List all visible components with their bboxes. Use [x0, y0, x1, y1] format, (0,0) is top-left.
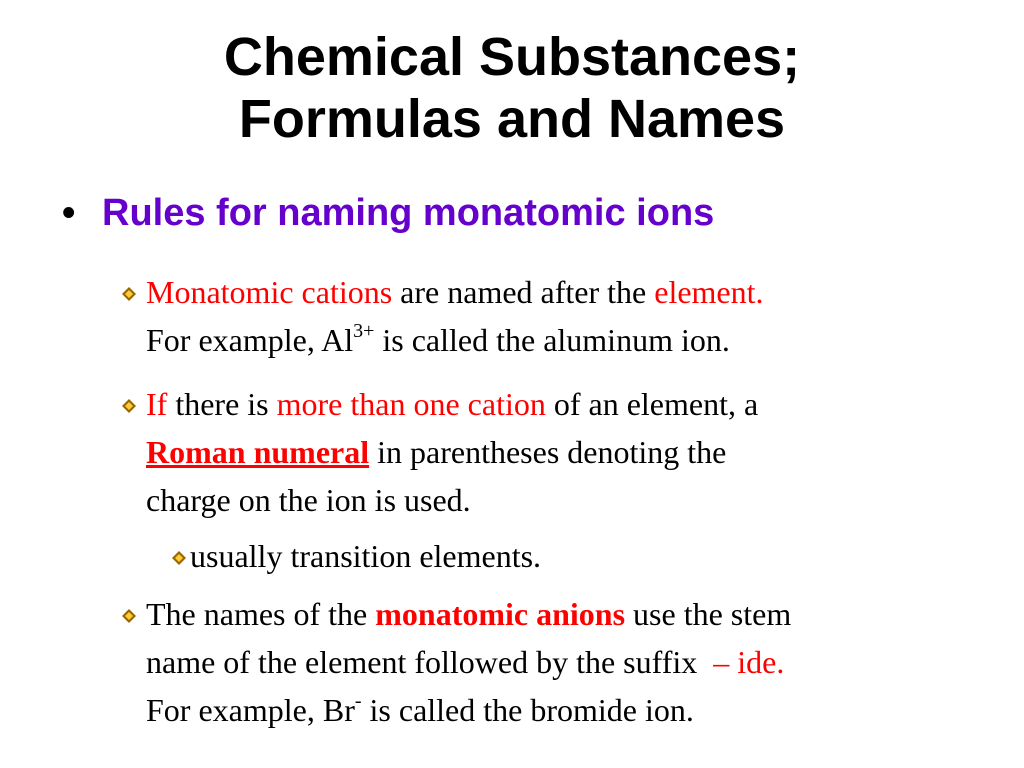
- item-text: of an element, a: [545, 386, 759, 422]
- charge-superscript: -: [354, 690, 362, 712]
- item-text: usually transition elements.: [190, 538, 542, 574]
- heading-text: Rules for naming monatomic ions: [102, 192, 715, 234]
- highlight-term: more than one cation: [276, 386, 546, 422]
- list-item-multiple-cations: [146, 380, 966, 524]
- highlight-term-bold: monatomic anions: [375, 596, 626, 632]
- item-text: is called the bromide ion.: [361, 692, 694, 728]
- item-text: For example, Br: [146, 692, 355, 728]
- title-line-2: Formulas and Names: [238, 89, 786, 149]
- highlight-term-underlined: Roman numeral: [146, 434, 370, 470]
- highlight-term: element.: [654, 274, 764, 310]
- item-text: in parentheses denoting the: [369, 434, 727, 470]
- list-item-cations: [146, 268, 966, 364]
- highlight-term: If: [146, 386, 168, 422]
- item-text: use the stem: [625, 596, 792, 632]
- highlight-term: – ide.: [713, 644, 785, 680]
- item-text: there is: [167, 386, 277, 422]
- slide-title: [0, 26, 1024, 150]
- list-item-anions: [146, 590, 986, 734]
- round-bullet-icon: •: [62, 192, 76, 234]
- item-text: name of the element followed by the suffix: [146, 644, 714, 680]
- item-line: [146, 686, 986, 734]
- highlight-term: Monatomic cations: [146, 274, 393, 310]
- diamond-bullet-icon: [122, 609, 136, 623]
- item-text: For example, Al: [146, 322, 354, 358]
- item-line: [146, 380, 966, 428]
- item-line: [146, 476, 966, 524]
- item-line: [146, 428, 966, 476]
- item-text: is called the aluminum ion.: [374, 322, 730, 358]
- item-line: [190, 532, 970, 580]
- list-subitem-transition: [190, 532, 970, 580]
- item-text: are named after the: [392, 274, 655, 310]
- item-line: [146, 638, 986, 686]
- item-text: charge on the ion is used.: [146, 482, 471, 518]
- diamond-bullet-icon: [172, 551, 186, 565]
- item-line: [146, 268, 966, 316]
- heading-bullet-row: [62, 188, 714, 238]
- charge-superscript: 3+: [353, 320, 375, 342]
- diamond-bullet-icon: [122, 399, 136, 413]
- diamond-bullet-icon: [122, 287, 136, 301]
- item-line: [146, 590, 986, 638]
- item-line: [146, 316, 966, 364]
- title-line-1: Chemical Substances;: [223, 27, 801, 87]
- item-text: The names of the: [146, 596, 376, 632]
